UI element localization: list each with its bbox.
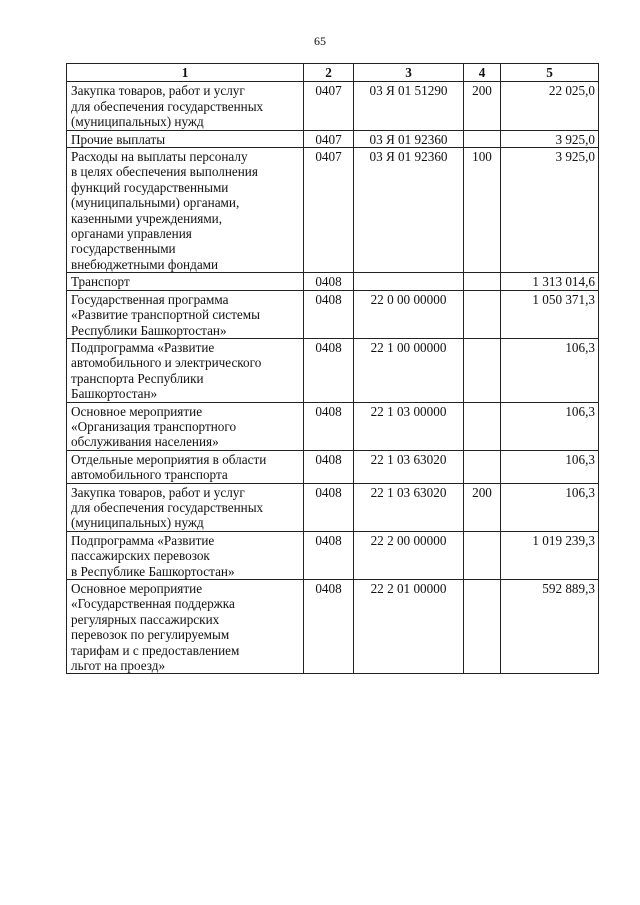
row-section: 0408 [304,483,354,531]
row-section: 0407 [304,82,354,130]
row-code: 22 1 03 00000 [354,402,464,450]
row-section: 0408 [304,402,354,450]
row-amount: 1 019 239,3 [501,531,599,579]
row-amount: 592 889,3 [501,580,599,674]
header-col-3: 3 [354,64,464,82]
row-amount: 106,3 [501,338,599,402]
table-row [67,531,599,579]
table-row [67,580,599,674]
header-col-2: 2 [304,64,354,82]
row-section: 0408 [304,531,354,579]
row-expense-type [464,531,501,579]
row-code: 03 Я 01 92360 [354,148,464,273]
row-expense-type [464,580,501,674]
table-row [67,290,599,338]
row-section: 0408 [304,338,354,402]
row-code: 22 1 03 63020 [354,450,464,483]
budget-table [66,63,599,674]
row-code: 22 2 00 00000 [354,531,464,579]
row-amount: 106,3 [501,483,599,531]
row-expense-type: 200 [464,483,501,531]
row-amount: 1 050 371,3 [501,290,599,338]
row-name: Прочие выплаты [67,130,304,147]
header-col-5: 5 [501,64,599,82]
row-section: 0408 [304,450,354,483]
row-expense-type [464,402,501,450]
row-amount: 106,3 [501,402,599,450]
row-amount: 1 313 014,6 [501,273,599,290]
table-row [67,483,599,531]
row-name: Отдельные мероприятия в области автомобильного транспорта [67,450,304,483]
row-expense-type [464,130,501,147]
row-code: 22 1 00 00000 [354,338,464,402]
row-code: 03 Я 01 92360 [354,130,464,147]
row-section: 0408 [304,273,354,290]
row-section: 0407 [304,148,354,273]
row-name: Основное мероприятие «Организация транспортного обслуживания населения» [67,402,304,450]
row-code: 22 1 03 63020 [354,483,464,531]
row-expense-type [464,273,501,290]
row-name: Закупка товаров, работ и услуг для обеспечения государственных (муниципальных) нужд [67,483,304,531]
table-row [67,148,599,273]
row-amount: 3 925,0 [501,148,599,273]
row-name: Подпрограмма «Развитие автомобильного и электрического транспорта Республики Башкортостан» [67,338,304,402]
row-expense-type: 100 [464,148,501,273]
table-row [67,273,599,290]
row-expense-type [464,450,501,483]
row-name: Государственная программа «Развитие транспортной системы Республики Башкортостан» [67,290,304,338]
row-expense-type [464,338,501,402]
row-name: Подпрограмма «Развитие пассажирских перевозок в Республике Башкортостан» [67,531,304,579]
row-section: 0408 [304,290,354,338]
table-row [67,82,599,130]
header-col-1: 1 [67,64,304,82]
row-code: 03 Я 01 51290 [354,82,464,130]
header-col-4: 4 [464,64,501,82]
row-code: 22 0 00 00000 [354,290,464,338]
row-expense-type: 200 [464,82,501,130]
row-name: Основное мероприятие «Государственная поддержка регулярных пассажирских перевозок по регулируемым тарифам и с предоставлением льгот на проезд» [67,580,304,674]
row-name: Закупка товаров, работ и услуг для обеспечения государственных (муниципальных) нужд [67,82,304,130]
table-header-row [67,64,599,82]
table-row [67,130,599,147]
table-row [67,450,599,483]
row-amount: 106,3 [501,450,599,483]
page-number: 65 [314,34,326,48]
row-amount: 22 025,0 [501,82,599,130]
row-name: Транспорт [67,273,304,290]
row-expense-type [464,290,501,338]
row-section: 0407 [304,130,354,147]
row-code: 22 2 01 00000 [354,580,464,674]
table-row [67,402,599,450]
row-code [354,273,464,290]
row-amount: 3 925,0 [501,130,599,147]
row-section: 0408 [304,580,354,674]
row-name: Расходы на выплаты персоналу в целях обеспечения выполнения функций государственными (муниципальными) органами, казенными учреждениями, органами управления государственными внебюджетными фондами [67,148,304,273]
table-row [67,338,599,402]
